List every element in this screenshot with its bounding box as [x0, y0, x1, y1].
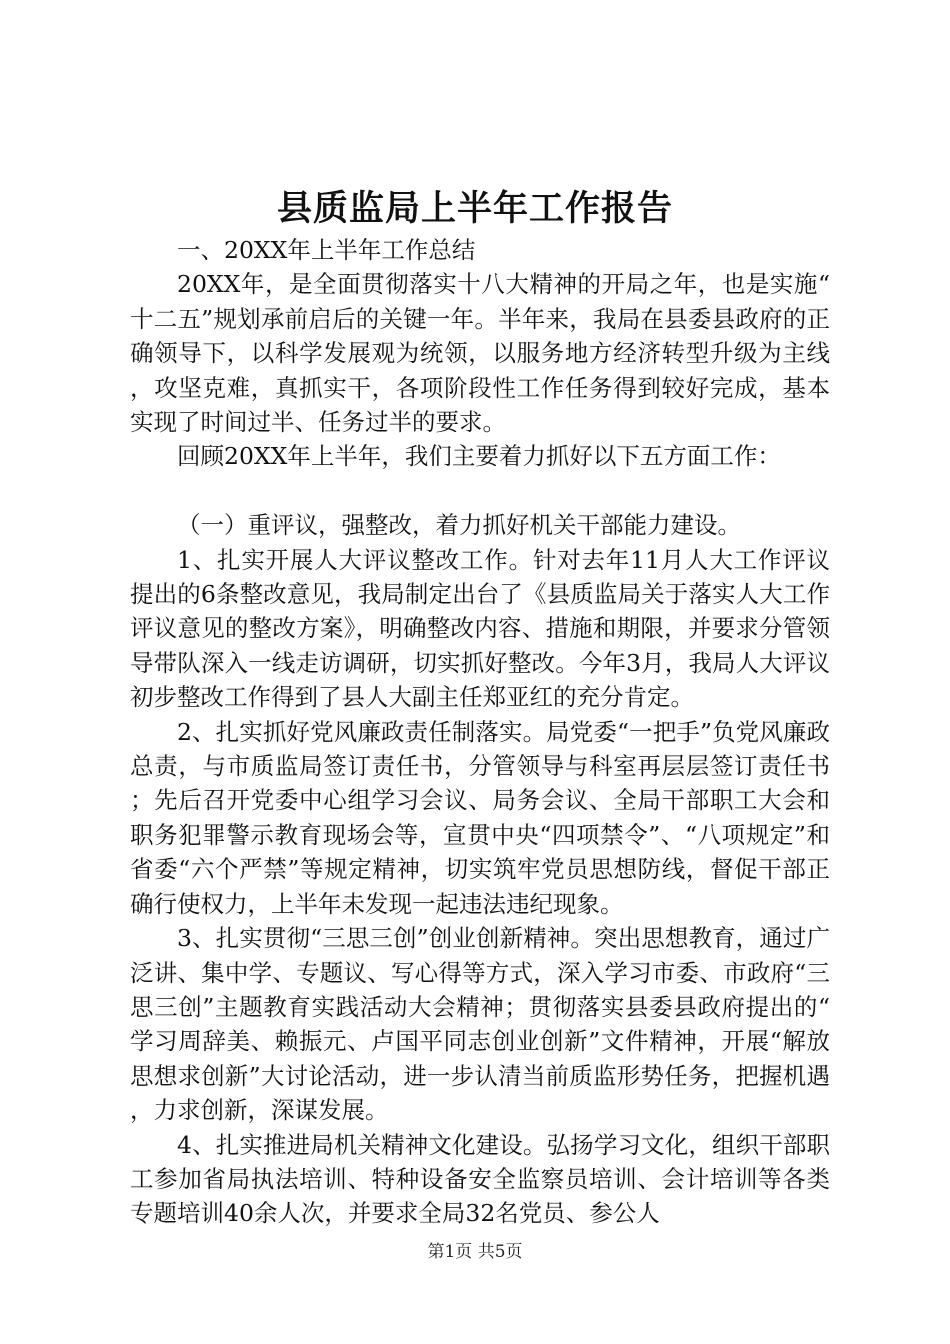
- body-paragraph: 20XX年，是全面贯彻落实十八大精神的开局之年，也是实施“十二五”规划承前启后的关键一年。半年来，我局在县委县政府的正确领导下，以科学发展观为统领，以服务地方经济转型升级为主线，攻坚克难，真抓实干，各项阶段性工作任务得到较好完成，基本实现了时间过半、任务过半的要求。: [130, 270, 830, 437]
- document-title: 县质监局上半年工作报告: [276, 188, 673, 229]
- document-body: [130, 233, 830, 1231]
- subsection-heading: （一）重评议，强整改，着力抓好机关干部能力建设。: [177, 511, 741, 540]
- page-number-footer: 第1页 共5页: [427, 1242, 523, 1262]
- body-paragraph: 3、扎实贯彻“三思三创”创业创新精神。突出思想教育，通过广泛讲、集中学、专题议、写心得等方式，深入学习市委、市政府“三思三创”主题教育实践活动大会精神；贯彻落实县委县政府提出的“学习周辞美、赖振元、卢国平同志创业创新”文件精神，开展“解放思想求创新”大讨论活动，进一步认清当前质监形势任务，把握机遇，力求创新，深谋发展。: [130, 924, 830, 1125]
- body-paragraph: 1、扎实开展人大评议整改工作。针对去年11月人大工作评议提出的6条整改意见，我局制定出台了《县质监局关于落实人大工作评议意见的整改方案》，明确整改内容、措施和期限，并要求分管领导带队深入一线走访调研，切实抓好整改。今年3月，我局人大评议初步整改工作得到了县人大副主任郑亚红的充分肯定。: [130, 545, 830, 712]
- body-paragraph: 2、扎实抓好党风廉政责任制落实。局党委“一把手”负党风廉政总责，与市质监局签订责任书，分管领导与科室再层层签订责任书；先后召开党委中心组学习会议、局务会议、全局干部职工大会和职务犯罪警示教育现场会等，宣贯中央“四项禁令”、“八项规定”和省委“六个严禁”等规定精神，切实筑牢党员思想防线，督促干部正确行使权力，上半年未发现一起违法违纪现象。: [130, 717, 830, 918]
- section-heading: 一、20XX年上半年工作总结: [177, 236, 476, 264]
- body-paragraph: 4、扎实推进局机关精神文化建设。弘扬学习文化，组织干部职工参加省局执法培训、特种设备安全监察员培训、会计培训等各类专题培训40余人次，并要求全局32名党员、参公人: [130, 1130, 830, 1228]
- body-paragraph: 回顾20XX年上半年，我们主要着力抓好以下五方面工作：: [177, 442, 781, 471]
